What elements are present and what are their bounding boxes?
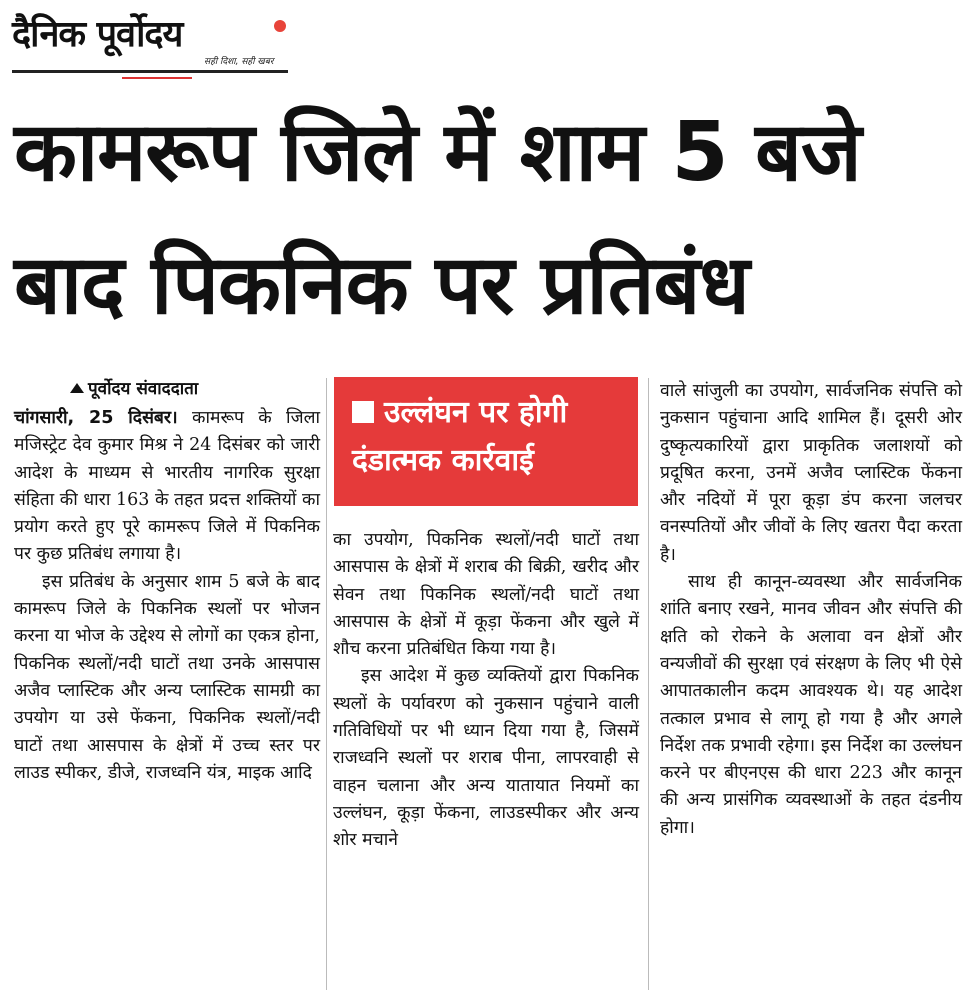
highlight-line-1	[352, 389, 628, 437]
logo-dot-icon	[274, 20, 286, 32]
highlight-text-1: उल्लंघन पर होगी	[384, 395, 568, 430]
newspaper-logo: दैनिक पूर्वोदय	[12, 14, 183, 55]
byline-text: पूर्वोदय संवाददाता	[88, 379, 199, 399]
headline-line-1: कामरूप जिले में शाम 5 बजे	[14, 105, 861, 200]
bullet-square-icon	[352, 401, 374, 423]
article-paragraph: इस प्रतिबंध के अनुसार शाम 5 बजे के बाद कामरूप जिले के पिकनिक स्थलों पर भोजन करना या भोज के उद्देश्य से लोगों का एकत्र होना, पिकनिक स्थलों/नदी घाटों तथा उनके आसपास अजैव प्लास्टिक और अन्य प्लास्टिक सामग्री का उपयोग या उसे फेंकना, पिकनिक स्थलों/नदी घाटों तथा आसपास के क्षेत्रों में उच्च स्तर पर लाउड स्पीकर, डीजे, राजध्वनि यंत्र, माइक आदि	[14, 571, 320, 783]
masthead-divider	[12, 70, 288, 73]
column-divider-2	[648, 378, 649, 990]
dateline: चांगसारी, 25 दिसंबर।	[14, 408, 178, 428]
article-paragraph: साथ ही कानून-व्यवस्था और सार्वजनिक शांति बनाए रखने, मानव जीवन और संपत्ति की क्षति को रोकने के अलावा वन क्षेत्रों और वन्यजीवों की सुरक्षा एवं संरक्षण के लिए भी ऐसे आपातकालीन कदम आवश्यक थे। यह आदेश तत्काल प्रभाव से लागू हो गया है और अगले निर्देश तक प्रभावी रहेगा। इस निर्देश का उल्लंघन करने पर बीएनएस की धारा 223 और कानून की अन्य प्रासंगिक व्यवस्थाओं के तहत दंडनीय होगा।	[660, 572, 962, 838]
article-paragraph: का उपयोग, पिकनिक स्थलों/नदी घाटों तथा आसपास के क्षेत्रों में शराब की बिक्री, खरीद और सेवन तथा पिकनिक स्थलों/नदी घाटों तथा आसपास के क्षेत्रों में कूड़ा फेंकना और खुले में शौच करना प्रतिबंधित किया गया है।	[333, 530, 639, 660]
newspaper-tagline: सही दिशा, सही खबर	[204, 57, 274, 67]
article-column-1	[14, 405, 320, 787]
article-paragraph: इस आदेश में कुछ व्यक्तियों द्वारा पिकनिक स्थलों के पर्यावरण को नुकसान पहुंचाने वाली गतिविधियों पर भी ध्यान दिया गया है, जिसमें राजध्वनि स्थलों पर शराब पीना, लापरवाही से वाहन चलाना और अन्य यातायात नियमों का उल्लंघन, कूड़ा फेंकना, लाउडस्पीकर और अन्य शोर मचाने	[333, 666, 639, 851]
highlight-box	[334, 377, 638, 506]
article-column-2	[333, 527, 639, 855]
article-paragraph	[14, 405, 320, 569]
paragraph-text: कामरूप के जिला मजिस्ट्रेट देव कुमार मिश्र ने 24 दिसंबर को जारी आदेश के माध्यम से भारतीय नागरिक सुरक्षा संहिता की धारा 163 के तहत प्रदत्त शक्तियों का प्रयोग करते हुए पूरे कामरूप जिले में पिकनिक पर कुछ प्रतिबंध लगाया है।	[14, 408, 320, 565]
byline	[70, 376, 198, 399]
byline-triangle-icon	[70, 383, 84, 393]
masthead	[12, 8, 288, 74]
article-paragraph: वाले सांजुली का उपयोग, सार्वजनिक संपत्ति को नुकसान पहुंचाना आदि शामिल हैं। दूसरी ओर दुष्कृत्यकारियों द्वारा प्राकृतिक जलाशयों को प्रदूषित करना, उनमें अजैव प्लास्टिक फेंकना और नदियों में पूरा कूड़ा डंप करना जलचर वनस्पतियों और जीवों के लिए खतरा पैदा करता है।	[660, 381, 962, 565]
article-column-3	[660, 378, 962, 842]
headline-line-2: बाद पिकनिक पर प्रतिबंध	[14, 238, 749, 333]
highlight-line-2: दंडात्मक कार्रवाई	[352, 443, 534, 478]
column-divider-1	[326, 378, 327, 990]
masthead-accent-line	[122, 77, 192, 79]
